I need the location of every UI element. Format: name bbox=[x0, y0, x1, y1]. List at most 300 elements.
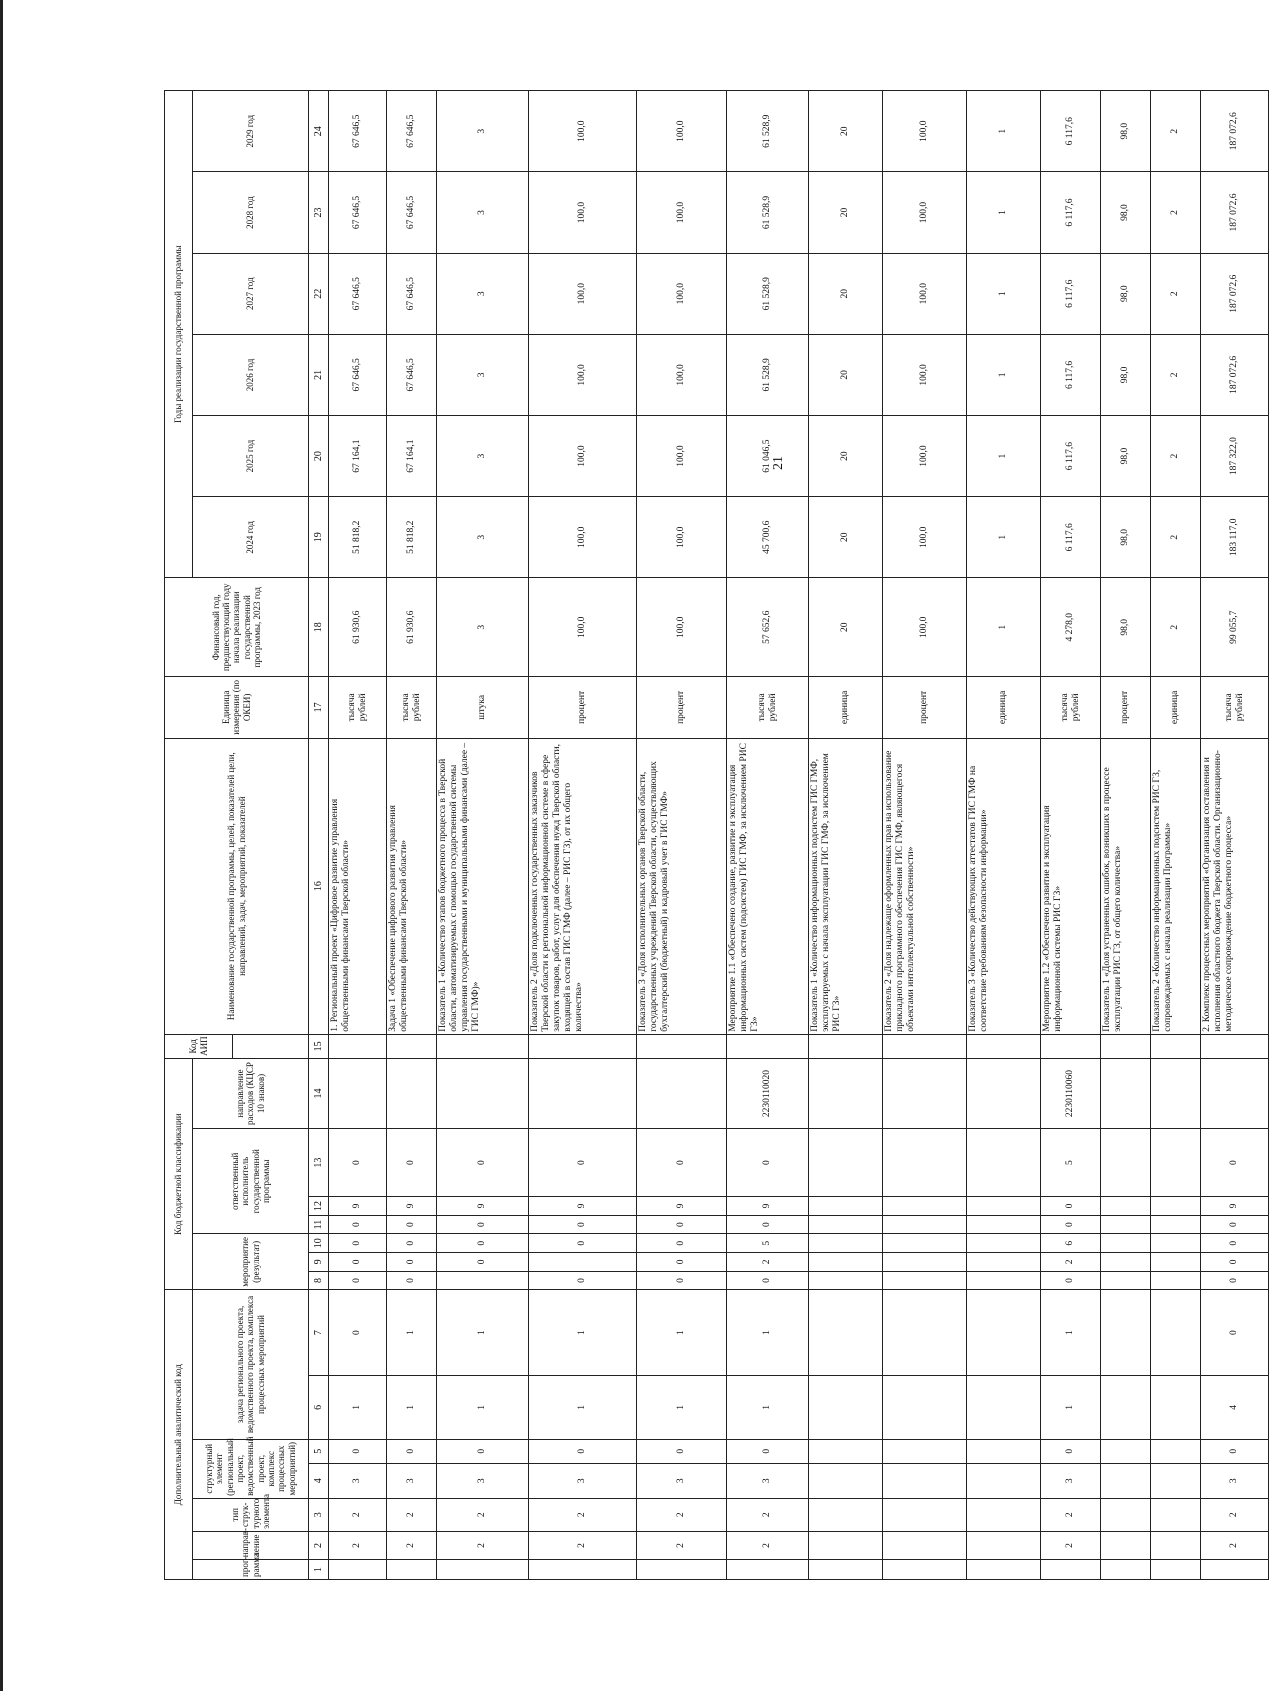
value-2024: 2 bbox=[1151, 497, 1201, 578]
code-cell: 0 bbox=[329, 1129, 387, 1197]
code-cell: 3 bbox=[329, 1463, 387, 1498]
code-cell: 1 bbox=[637, 1290, 727, 1376]
column-number: 23 bbox=[309, 172, 329, 253]
value-2023: 20 bbox=[809, 578, 883, 677]
code-cell: 2 bbox=[387, 1531, 437, 1560]
code-cell bbox=[883, 1531, 967, 1560]
code-cell: 2 bbox=[637, 1531, 727, 1560]
row-unit: единица bbox=[809, 677, 883, 738]
value-2025: 100,0 bbox=[637, 416, 727, 497]
value-2026: 61 528,9 bbox=[727, 334, 809, 415]
code-cell: 2 bbox=[437, 1531, 529, 1560]
code-cell: 9 bbox=[637, 1197, 727, 1216]
code-cell bbox=[883, 1439, 967, 1463]
code-cell: 5 bbox=[1041, 1129, 1101, 1197]
table-row bbox=[883, 91, 967, 1580]
code-cell bbox=[883, 1234, 967, 1253]
value-2025: 67 164,1 bbox=[329, 416, 387, 497]
value-2028: 67 646,5 bbox=[329, 172, 387, 253]
code-cell: 1 bbox=[637, 1376, 727, 1440]
code-cell bbox=[1151, 1058, 1201, 1128]
column-number: 17 bbox=[309, 677, 329, 738]
code-cell: 0 bbox=[529, 1439, 637, 1463]
code-cell bbox=[809, 1058, 883, 1128]
table-row bbox=[1101, 91, 1151, 1580]
code-cell: 2 bbox=[1041, 1531, 1101, 1560]
value-2023: 100,0 bbox=[637, 578, 727, 677]
value-2027: 187 072,6 bbox=[1201, 253, 1269, 334]
code-cell bbox=[1101, 1463, 1151, 1498]
row-name: Мероприятие 1.2 «Обеспечено развитие и эксплуатация информационной системы РИС ГЗ» bbox=[1041, 738, 1101, 1034]
column-number: 2 bbox=[309, 1531, 329, 1560]
value-2029: 100,0 bbox=[637, 91, 727, 172]
column-number: 13 bbox=[309, 1129, 329, 1197]
table-row bbox=[387, 91, 437, 1580]
value-2027: 67 646,5 bbox=[387, 253, 437, 334]
code-cell bbox=[967, 1498, 1041, 1531]
table-row bbox=[727, 91, 809, 1580]
value-2027: 100,0 bbox=[883, 253, 967, 334]
code-cell bbox=[329, 1034, 387, 1058]
code-cell: 0 bbox=[529, 1271, 637, 1290]
rotated-sheet bbox=[164, 90, 1245, 1580]
code-cell: 2 bbox=[1201, 1498, 1269, 1531]
value-2025: 100,0 bbox=[883, 416, 967, 497]
header-expense-dir: направление расходов (КЦСР 10 знаков) bbox=[193, 1058, 309, 1128]
code-cell: 3 bbox=[1201, 1463, 1269, 1498]
code-cell bbox=[1101, 1253, 1151, 1272]
code-cell bbox=[1151, 1376, 1201, 1440]
code-cell bbox=[809, 1498, 883, 1531]
value-2027: 2 bbox=[1151, 253, 1201, 334]
value-2029: 67 646,5 bbox=[387, 91, 437, 172]
value-2028: 100,0 bbox=[529, 172, 637, 253]
header-budget-code: Код бюджетной классификации bbox=[165, 1058, 193, 1289]
code-cell bbox=[637, 1034, 727, 1058]
value-2023: 100,0 bbox=[883, 578, 967, 677]
code-cell: 3 bbox=[387, 1463, 437, 1498]
code-cell bbox=[967, 1463, 1041, 1498]
row-unit: процент bbox=[529, 677, 637, 738]
value-2024: 183 117,0 bbox=[1201, 497, 1269, 578]
code-cell: 2230110020 bbox=[727, 1058, 809, 1128]
code-cell bbox=[727, 1560, 809, 1580]
code-cell bbox=[809, 1034, 883, 1058]
value-2025: 3 bbox=[437, 416, 529, 497]
code-cell: 2 bbox=[727, 1498, 809, 1531]
row-name: Показатель 2 «Количество информационных подсистем РИС ГЗ, сопровождаемых с начала реализации Программы» bbox=[1151, 738, 1201, 1034]
code-cell bbox=[1101, 1439, 1151, 1463]
header-year-2024: 2024 год bbox=[193, 497, 309, 578]
row-unit: единица bbox=[967, 677, 1041, 738]
table-row bbox=[809, 91, 883, 1580]
value-2029: 100,0 bbox=[529, 91, 637, 172]
code-cell bbox=[883, 1058, 967, 1128]
column-number: 18 bbox=[309, 578, 329, 677]
header-years-group: Годы реализации государственной программы bbox=[165, 91, 193, 578]
code-cell bbox=[809, 1197, 883, 1216]
column-number: 1 bbox=[309, 1560, 329, 1580]
value-2023: 57 652,6 bbox=[727, 578, 809, 677]
header-task: задача регионального проекта, ведомственного проекта, комплекса процессных мероприятий bbox=[193, 1290, 309, 1439]
code-cell bbox=[1201, 1034, 1269, 1058]
code-cell: 2 bbox=[529, 1498, 637, 1531]
code-cell bbox=[1151, 1271, 1201, 1290]
code-cell: 1 bbox=[437, 1376, 529, 1440]
code-cell bbox=[387, 1034, 437, 1058]
value-2027: 61 528,9 bbox=[727, 253, 809, 334]
value-2026: 6 117,6 bbox=[1041, 334, 1101, 415]
code-cell bbox=[1151, 1253, 1201, 1272]
code-cell: 0 bbox=[329, 1253, 387, 1272]
value-2026: 20 bbox=[809, 334, 883, 415]
code-cell: 0 bbox=[637, 1253, 727, 1272]
table-row bbox=[329, 91, 387, 1580]
code-cell bbox=[883, 1376, 967, 1440]
code-cell bbox=[437, 1034, 529, 1058]
code-cell: 3 bbox=[637, 1463, 727, 1498]
code-cell bbox=[883, 1290, 967, 1376]
column-number: 16 bbox=[309, 738, 329, 1034]
value-2024: 20 bbox=[809, 497, 883, 578]
value-2023: 98,0 bbox=[1101, 578, 1151, 677]
code-cell: 0 bbox=[1041, 1439, 1101, 1463]
code-cell bbox=[883, 1463, 967, 1498]
code-cell: 1 bbox=[529, 1376, 637, 1440]
column-number: 15 bbox=[309, 1034, 329, 1058]
code-cell: 3 bbox=[1041, 1463, 1101, 1498]
code-cell: 9 bbox=[387, 1197, 437, 1216]
code-cell bbox=[967, 1290, 1041, 1376]
code-cell bbox=[883, 1129, 967, 1197]
code-cell: 9 bbox=[437, 1197, 529, 1216]
header-year-2028: 2028 год bbox=[193, 172, 309, 253]
code-cell: 2 bbox=[387, 1498, 437, 1531]
code-cell bbox=[387, 1058, 437, 1128]
row-name: 1. Региональный проект «Цифровое развитие управления общественными финансами Тверской области» bbox=[329, 738, 387, 1034]
value-2029: 98,0 bbox=[1101, 91, 1151, 172]
column-number: 24 bbox=[309, 91, 329, 172]
header-direction: направ-ление bbox=[193, 1531, 309, 1560]
row-unit: единица bbox=[1151, 677, 1201, 738]
table-row bbox=[1201, 91, 1269, 1580]
header-executor: ответственный исполнитель государственной программы bbox=[193, 1129, 309, 1234]
table-row bbox=[1151, 91, 1201, 1580]
column-number: 8 bbox=[309, 1271, 329, 1290]
code-cell bbox=[1151, 1463, 1201, 1498]
row-name: Показатель 2 «Доля надлежаще оформленных прав на использование прикладного программного обеспечения ГИС ГМФ, являющегося объектами интеллектуальной собственности» bbox=[883, 738, 967, 1034]
code-cell bbox=[967, 1234, 1041, 1253]
code-cell bbox=[329, 1058, 387, 1128]
column-number: 22 bbox=[309, 253, 329, 334]
value-2028: 100,0 bbox=[883, 172, 967, 253]
code-cell: 1 bbox=[387, 1290, 437, 1376]
value-2025: 20 bbox=[809, 416, 883, 497]
value-2027: 100,0 bbox=[637, 253, 727, 334]
code-cell bbox=[437, 1058, 529, 1128]
code-cell: 1 bbox=[529, 1290, 637, 1376]
value-2026: 1 bbox=[967, 334, 1041, 415]
code-cell bbox=[529, 1034, 637, 1058]
value-2024: 100,0 bbox=[883, 497, 967, 578]
code-cell: 1 bbox=[727, 1290, 809, 1376]
value-2026: 100,0 bbox=[637, 334, 727, 415]
code-cell: 9 bbox=[1201, 1197, 1269, 1216]
code-cell bbox=[1101, 1376, 1151, 1440]
header-aip: Код АИП bbox=[165, 1034, 233, 1058]
value-2026: 98,0 bbox=[1101, 334, 1151, 415]
value-2023: 61 930,6 bbox=[387, 578, 437, 677]
value-2026: 100,0 bbox=[529, 334, 637, 415]
value-2024: 100,0 bbox=[529, 497, 637, 578]
row-unit: процент bbox=[637, 677, 727, 738]
header-year-2029: 2029 год bbox=[193, 91, 309, 172]
code-cell: 0 bbox=[1201, 1439, 1269, 1463]
value-2027: 20 bbox=[809, 253, 883, 334]
value-2028: 2 bbox=[1151, 172, 1201, 253]
code-cell bbox=[529, 1253, 637, 1272]
value-2025: 1 bbox=[967, 416, 1041, 497]
code-cell bbox=[809, 1560, 883, 1580]
value-2029: 1 bbox=[967, 91, 1041, 172]
header-year-2025: 2025 год bbox=[193, 416, 309, 497]
code-cell bbox=[329, 1560, 387, 1580]
code-cell: 0 bbox=[637, 1271, 727, 1290]
value-2028: 1 bbox=[967, 172, 1041, 253]
code-cell bbox=[1101, 1034, 1151, 1058]
value-2024: 100,0 bbox=[637, 497, 727, 578]
value-2025: 61 046,5 bbox=[727, 416, 809, 497]
value-2026: 67 646,5 bbox=[329, 334, 387, 415]
value-2027: 67 646,5 bbox=[329, 253, 387, 334]
value-2028: 20 bbox=[809, 172, 883, 253]
code-cell: 1 bbox=[1041, 1290, 1101, 1376]
value-2024: 45 700,6 bbox=[727, 497, 809, 578]
code-cell bbox=[809, 1439, 883, 1463]
value-2023: 3 bbox=[437, 578, 529, 677]
value-2028: 67 646,5 bbox=[387, 172, 437, 253]
row-name: 2. Комплекс процессных мероприятий «Организация составления и исполнения областного бюджета Тверской области. Организационно-методическое сопровождение бюджетного процесса» bbox=[1201, 738, 1269, 1034]
code-cell: 0 bbox=[1041, 1215, 1101, 1234]
code-cell: 0 bbox=[437, 1439, 529, 1463]
code-cell bbox=[967, 1058, 1041, 1128]
code-cell: 0 bbox=[329, 1290, 387, 1376]
column-number: 14 bbox=[309, 1058, 329, 1128]
code-cell: 2 bbox=[329, 1531, 387, 1560]
header-year-2026: 2026 год bbox=[193, 334, 309, 415]
row-unit: тысяча рублей bbox=[1041, 677, 1101, 738]
code-cell: 0 bbox=[387, 1215, 437, 1234]
value-2027: 6 117,6 bbox=[1041, 253, 1101, 334]
code-cell: 0 bbox=[387, 1439, 437, 1463]
row-unit: процент bbox=[883, 677, 967, 738]
column-number: 6 bbox=[309, 1376, 329, 1440]
code-cell bbox=[1041, 1034, 1101, 1058]
code-cell: 2 bbox=[727, 1531, 809, 1560]
table-row bbox=[437, 91, 529, 1580]
row-name: Показатель 3 «Доля исполнительных органов Тверской области, государственных учреждений Тверской области, осуществляющих бухгалтерский (бюджетный) и кадровый учет в ГИС ГМФ» bbox=[637, 738, 727, 1034]
code-cell bbox=[437, 1271, 529, 1290]
code-cell bbox=[1101, 1560, 1151, 1580]
code-cell: 0 bbox=[329, 1215, 387, 1234]
column-number: 5 bbox=[309, 1439, 329, 1463]
code-cell bbox=[1151, 1560, 1201, 1580]
code-cell: 0 bbox=[387, 1129, 437, 1197]
column-number: 10 bbox=[309, 1234, 329, 1253]
code-cell: 0 bbox=[637, 1234, 727, 1253]
code-cell: 0 bbox=[1201, 1253, 1269, 1272]
code-cell bbox=[809, 1234, 883, 1253]
header-year-2027: 2027 год bbox=[193, 253, 309, 334]
value-2028: 98,0 bbox=[1101, 172, 1151, 253]
code-cell bbox=[1101, 1531, 1151, 1560]
page-number: 21 bbox=[771, 456, 786, 470]
value-2028: 100,0 bbox=[637, 172, 727, 253]
value-2026: 2 bbox=[1151, 334, 1201, 415]
code-cell bbox=[809, 1290, 883, 1376]
value-2028: 187 072,6 bbox=[1201, 172, 1269, 253]
column-number: 21 bbox=[309, 334, 329, 415]
code-cell: 0 bbox=[637, 1215, 727, 1234]
row-name: Задача 1 «Обеспечение цифрового развития управления общественными финансами Тверской области» bbox=[387, 738, 437, 1034]
code-cell bbox=[727, 1034, 809, 1058]
table-row bbox=[529, 91, 637, 1580]
code-cell: 0 bbox=[437, 1253, 529, 1272]
code-cell bbox=[967, 1034, 1041, 1058]
header-fin-year: Финансовый год, предшествующий году начала реализации государственной программы, 2023 год bbox=[165, 578, 309, 677]
code-cell: 1 bbox=[1041, 1376, 1101, 1440]
code-cell: 3 bbox=[727, 1463, 809, 1498]
code-cell: 0 bbox=[329, 1234, 387, 1253]
value-2029: 3 bbox=[437, 91, 529, 172]
code-cell: 2 bbox=[1041, 1253, 1101, 1272]
value-2026: 100,0 bbox=[883, 334, 967, 415]
code-cell bbox=[967, 1271, 1041, 1290]
code-cell: 4 bbox=[1201, 1376, 1269, 1440]
row-unit: тысяча рублей bbox=[1201, 677, 1269, 738]
value-2024: 6 117,6 bbox=[1041, 497, 1101, 578]
code-cell bbox=[809, 1531, 883, 1560]
header-event: мероприятие (результат) bbox=[193, 1234, 309, 1290]
code-cell: 0 bbox=[1041, 1271, 1101, 1290]
header-name: Наименование государственной программы, целей, показателей цели, направлений, задач, мероприятий, показателей bbox=[165, 738, 309, 1034]
value-2024: 1 bbox=[967, 497, 1041, 578]
column-number: 20 bbox=[309, 416, 329, 497]
code-cell bbox=[387, 1560, 437, 1580]
row-name: Показатель 1 «Количество этапов бюджетного процесса в Тверской области, автоматизируемых с помощью государственной системы управления государственными и муниципальными финансами (далее – ГИС ГМФ)» bbox=[437, 738, 529, 1034]
column-number: 7 bbox=[309, 1290, 329, 1376]
value-2027: 98,0 bbox=[1101, 253, 1151, 334]
value-2023: 4 278,0 bbox=[1041, 578, 1101, 677]
code-cell bbox=[883, 1560, 967, 1580]
code-cell: 1 bbox=[329, 1376, 387, 1440]
code-cell bbox=[883, 1253, 967, 1272]
code-cell bbox=[1101, 1498, 1151, 1531]
code-cell bbox=[437, 1560, 529, 1580]
code-cell bbox=[809, 1376, 883, 1440]
code-cell bbox=[883, 1498, 967, 1531]
code-cell: 0 bbox=[387, 1253, 437, 1272]
code-cell bbox=[809, 1253, 883, 1272]
value-2023: 1 bbox=[967, 578, 1041, 677]
value-2025: 187 322,0 bbox=[1201, 416, 1269, 497]
column-number: 3 bbox=[309, 1498, 329, 1531]
code-cell bbox=[967, 1215, 1041, 1234]
code-cell bbox=[529, 1058, 637, 1128]
code-cell bbox=[967, 1560, 1041, 1580]
code-cell: 3 bbox=[529, 1463, 637, 1498]
value-2025: 67 164,1 bbox=[387, 416, 437, 497]
code-cell bbox=[1101, 1058, 1151, 1128]
value-2023: 2 bbox=[1151, 578, 1201, 677]
code-cell: 0 bbox=[637, 1129, 727, 1197]
code-cell: 0 bbox=[529, 1234, 637, 1253]
value-2024: 51 818,2 bbox=[329, 497, 387, 578]
row-unit: тысяча рублей bbox=[329, 677, 387, 738]
code-cell: 0 bbox=[727, 1215, 809, 1234]
table-body bbox=[329, 91, 1269, 1580]
code-cell bbox=[1101, 1197, 1151, 1216]
table-row bbox=[637, 91, 727, 1580]
header-aip-spacer bbox=[233, 1034, 309, 1058]
code-cell: 1 bbox=[387, 1376, 437, 1440]
value-2029: 61 528,9 bbox=[727, 91, 809, 172]
code-cell bbox=[967, 1439, 1041, 1463]
code-cell: 0 bbox=[637, 1439, 727, 1463]
header-program: прог-рамма bbox=[193, 1560, 309, 1580]
value-2023: 99 055,7 bbox=[1201, 578, 1269, 677]
code-cell: 2 bbox=[529, 1531, 637, 1560]
code-cell: 0 bbox=[1201, 1271, 1269, 1290]
code-cell bbox=[637, 1058, 727, 1128]
code-cell: 0 bbox=[529, 1215, 637, 1234]
column-number-row bbox=[309, 91, 329, 1580]
code-cell bbox=[1151, 1290, 1201, 1376]
value-2027: 3 bbox=[437, 253, 529, 334]
code-cell bbox=[1101, 1129, 1151, 1197]
value-2029: 6 117,6 bbox=[1041, 91, 1101, 172]
value-2023: 100,0 bbox=[529, 578, 637, 677]
code-cell: 2230110060 bbox=[1041, 1058, 1101, 1128]
code-cell bbox=[883, 1197, 967, 1216]
code-cell bbox=[1151, 1531, 1201, 1560]
code-cell bbox=[1151, 1034, 1201, 1058]
code-cell bbox=[967, 1376, 1041, 1440]
value-2026: 67 646,5 bbox=[387, 334, 437, 415]
header-struct-elem: структурный элемент (региональный проект, ведомственный проект, комплекс процессных мероприятий) bbox=[193, 1439, 309, 1498]
code-cell bbox=[1101, 1234, 1151, 1253]
code-cell: 6 bbox=[1041, 1234, 1101, 1253]
code-cell: 3 bbox=[437, 1463, 529, 1498]
row-name: Показатель 2 «Доля подключенных государственных заказчиков Тверской области к региональной информационной системе в сфере закупок товаров, работ, услуг для обеспечения нужд Тверской области, входящей в состав ГИС ГМФ (далее – РИС ГЗ), от их общего количества» bbox=[529, 738, 637, 1034]
value-2027: 100,0 bbox=[529, 253, 637, 334]
code-cell bbox=[809, 1463, 883, 1498]
code-cell: 2 bbox=[727, 1253, 809, 1272]
code-cell bbox=[1101, 1215, 1151, 1234]
code-cell: 0 bbox=[1041, 1197, 1101, 1216]
code-cell: 0 bbox=[1201, 1290, 1269, 1376]
code-cell bbox=[1101, 1290, 1151, 1376]
code-cell bbox=[967, 1531, 1041, 1560]
value-2025: 98,0 bbox=[1101, 416, 1151, 497]
column-number: 9 bbox=[309, 1253, 329, 1272]
code-cell: 0 bbox=[727, 1129, 809, 1197]
code-cell: 0 bbox=[1201, 1234, 1269, 1253]
code-cell: 2 bbox=[637, 1498, 727, 1531]
code-cell bbox=[967, 1253, 1041, 1272]
row-name: Мероприятие 1.1 «Обеспечено создание, развитие и эксплуатация информационных систем (подсистем) ГИС ГМФ, за исключением РИС ГЗ» bbox=[727, 738, 809, 1034]
value-2024: 98,0 bbox=[1101, 497, 1151, 578]
